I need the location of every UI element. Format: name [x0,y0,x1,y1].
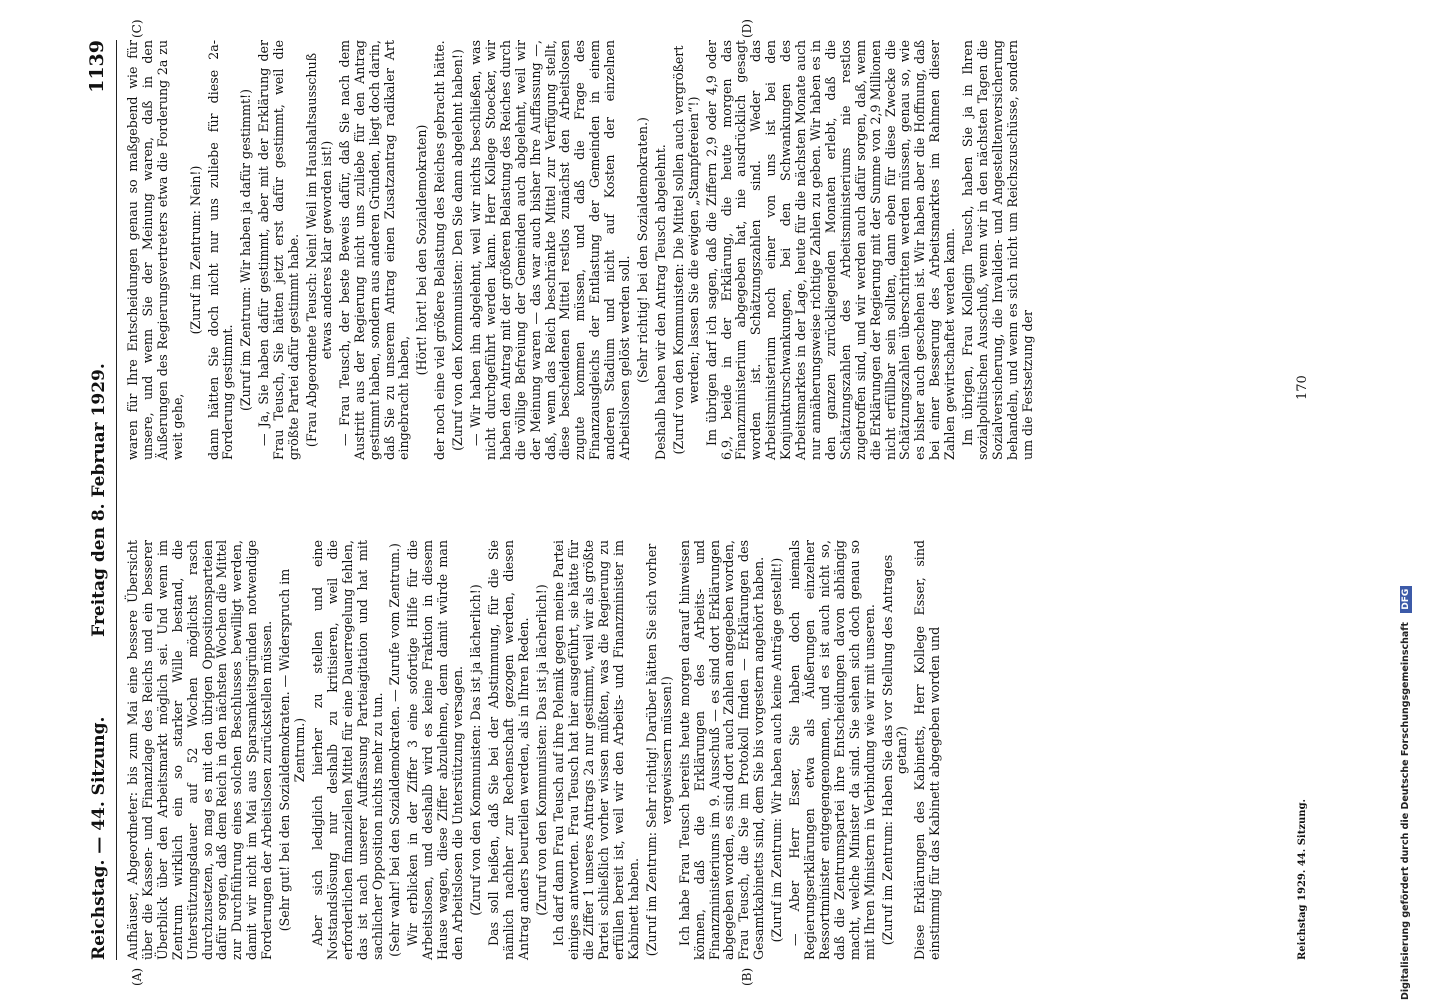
page-number: 1139 [86,40,108,93]
paragraph: Im übrigen, Frau Kollegin Teusch, haben Sie ja in Ihren sozialpolitischen Ausschuß, wenn wir in den nächsten Tagen die Sozialversicherung, die Invaliden- und Angestelltenversicherung behandeln, und wenn es sich nicht um Reichszuschüsse, sondern um die Festsetzung der [960,40,1035,460]
paragraph: Aber sich lediglich hierher zu stellen und eine Notstandslösung nur deshalb zu kritisieren, weil die erforderlichen finanziellen Mittel für eine Dauerregelung fehlen, das ist nach unserer Auffassung Parteiagitation und hat mit sachlicher Opposition nichts mehr zu tun. [309,540,385,960]
footer-session: Reichstag 1929. 44. Sitzung. [1297,798,1308,960]
paragraph: (Sehr richtig! bei den Sozialdemokraten.) [635,117,650,383]
paragraph: Ich darf dann Frau Teusch auf ihre Polemik gegen meine Partei einiges antworten. Frau Teusch hat hier ausgeführt, sie hätte für die Ziffer 1 unseres Antrags 2a nur gestimmt, weil wir als größte Partei schließlich vorher wissen müßten, was die Regierung zu erfüllen bereit ist, weil wir den Arbeits- und Finanzminister im Kabinett haben. [551,540,641,960]
paragraph: (Zuruf von den Kommunisten: Den Sie dann abgelehnt haben!) [450,49,466,451]
paragraph: — Ja, Sie haben dafür gestimmt, aber mit der Erklärung der Frau Teusch, Sie hätten jetzt erst dafür gestimmt, weil die größte Partei dafür gestimmt habe. [256,40,302,460]
left-column [126,540,946,960]
paragraph: (Zuruf im Zentrum: Sehr richtig! Darüber hätten Sie sich vorher vergewissern müssen!) [643,543,674,957]
document-page [60,0,1380,1000]
paragraph: — Aber Herr Esser, Sie haben doch niemals Regierungserklärungen etwa als Äußerungen einzelner Ressortminister entgegengenommen, und es ist auch nicht so, daß die Zentrumspartei ihre Entscheidungen davon abhängig macht, welche Minister da sind. Sie sehen sich doch genau so mit Ihren Ministern in Verbindung wie wir mit unseren. [787,540,877,960]
right-column [126,40,1039,460]
paragraph: (Hört! hört! bei den Sozialdemokraten) [414,124,430,376]
paragraph: (Zuruf im Zentrum: Haben Sie das vor Stellung des Antrages getan?) [879,554,910,946]
paragraph: (Zuruf im Zentrum: Wir haben ja dafür gestimmt!) [238,88,254,412]
margin-mark-b: (B) [740,967,754,986]
paragraph: (Zuruf von den Kommunisten: Das ist ja lächerlich!) [533,584,549,916]
paragraph: (Zuruf im Zentrum: Nein!) [187,165,203,335]
paragraph: Ich habe Frau Teusch bereits heute morgen darauf hinweisen können, daß die Erklärungen des Arbeits- und Finanzministeriums im 9. Ausschuß — es sind dort Erklärungen abgegeben worden, es sind dort auch Zahlen angegeben worden, Frau Teusch, die Sie im Protokoll finden — Erklärungen des Gesamtkabinetts sind, dem Sie bis vorgestern angehört haben. [676,540,767,960]
paragraph: Wir erblicken in der Ziffer 3 eine sofortige Hilfe für die Arbeitslosen, und deshalb wird es keine Fraktion in diesem Hause wagen, diese Ziffer abzulehnen, denn damit würde man den Arbeitslosen die Unterstützung versagen. [405,540,466,960]
paragraph: Das soll heißen, daß Sie bei der Abstimmung, für die Sie nämlich nachher zur Rechenschaft gezogen werden, diesen Antrag anders beurteilen werden, als in Ihren Reden. [485,540,531,960]
signature-number: 170 [1295,375,1310,400]
paragraph: der noch eine viel größere Belastung des Reiches gebracht hätte. [432,40,448,460]
margin-mark-d: (D) [740,19,754,38]
paragraph: Aufhäuser, Abgeordneter: bis zum Mai eine bessere Übersicht über die Kassen- und Finanzlage des Reichs und ein besserer Überblick über den Arbeitsmarkt möglich sei. Und wenn im Zentrum wirklich ein so starker Wille bestand, die Unterstützungsdauer auf 52 Wochen möglichst rasch durchzusetzen, so mag es mit den übrigen Oppositionsparteien dafür sorgen, daß dem Reich in den nächsten Wochen die Mittel zur Durchführung eines solchen Beschlusses bewilligt werden, damit wir nicht im Mai aus Sparsamkeitsgründen notwendige Forderungen der Arbeitslosen zurückstellen müssen. [125,540,275,960]
dfg-credit [1400,140,1430,1000]
dfg-logo: DFG [1400,586,1412,613]
paragraph: — Frau Teusch, der beste Beweis dafür, daß Sie nach dem Austritt aus der Regierung nicht uns zuliebe für den Antrag gestimmt haben, sondern aus anderen Gründen, liegt doch darin, daß Sie zu unserem Antrag einen Zusatzantrag radikaler Art eingebracht haben, [336,40,412,460]
paragraph: (Zuruf von den Kommunisten: Die Mittel sollen auch vergrößert werden; lassen Sie die ewigen „Stampfereien“!) [670,45,701,455]
paragraph: Deshalb haben wir den Antrag Teusch abgelehnt. [652,144,668,460]
paragraph: Diese Erklärungen des Kabinetts, Herr Kollege Esser, sind einstimmig für das Kabinett abgegeben worden und [912,540,943,960]
margin-mark-c: (C) [130,19,144,38]
paragraph: — Wir haben ihn abgelehnt, weil wir nichts beschließen, was nicht durchgeführt werden kann. Herr Kollege Stoecker, wir haben den Antrag mit der größeren Belastung des Reiches durch die völlige Befreiung der Gemeinden auch abgelehnt, weil wir der Meinung waren — das war auch bisher Ihre Auffassung —, daß, wenn das Reich beschränkte Mittel zur Verfügung stellt, diese bescheidenen Mittel restlos zunächst den Arbeitslosen zugute kommen müssen, und daß die Frage des Finanzausgleichs der Entlastung der Gemeinden in einem anderen Stadium und nicht auf Kosten der einzelnen Arbeitslosen gelöst werden soll. [468,40,633,460]
paragraph: Im übrigen darf ich sagen, daß die Ziffern 2,9 oder 4,9 oder 6,9, beide in der Erklärung, die heute morgen das Finanzministerium abgegeben hat, nie ausdrücklich gesagt worden ist. Schätzungszahlen sind. Weder das Arbeitsministerium noch einer von uns ist bei den Konjunkturschwankungen, bei den Schwankungen des Arbeitsmarktes in der Lage, heute für die nächsten Monate auch nur annäherungsweise richtige Zahlen zu geben. Wir haben es in den ganzen zurückliegenden Monaten erlebt, daß die Schätzungszahlen des Arbeitsministeriums nie restlos zugetroffen sind, und wir werden auch dafür sorgen, daß, wenn die Erklärungen der Regierung mit der Summe von 2,9 Millionen nicht erfüllbar sein sollten, dann eben für diese Zwecke die Schätzungszahlen überschritten werden müssen, genau so, wie es bisher auch geschehen ist. Wir haben aber die Hoffnung, daß bei einer Besserung des Arbeitsmarktes im Rahmen dieser Zahlen gewirtschaftet werden kann. [703,40,958,460]
page-header [86,40,117,960]
paragraph: (Sehr wahr! bei den Sozialdemokraten. — Zurufe vom Zentrum.) [387,543,403,957]
paragraph: (Sehr gut! bei den Sozialdemokraten. — Widerspruch im Zentrum.) [277,568,307,932]
paragraph: (Zuruf im Zentrum: Wir haben auch keine Anträge gestellt!) [769,557,785,943]
header-session: Reichstag. — 44. Sitzung. [89,716,109,960]
margin-mark-a: (A) [130,967,144,986]
paragraph: (Zuruf von den Kommunisten: Das ist ja lächerlich!) [467,584,483,916]
paragraph: waren für Ihre Entscheidungen genau so maßgebend wie für unsere, und wenn Sie der Meinung waren, daß in den Äußerungen des Regierungsvertreters etwa die Forderung 2a zu weit gehe, [125,40,185,460]
header-date: Freitag den 8. Februar 1929. [89,363,109,637]
paragraph: (Frau Abgeordnete Teusch: Nein! Weil im Haushaltsausschuß etwas anderes klar geworden ist!) [303,52,334,448]
paragraph: dann hätten Sie doch nicht nur uns zuliebe für diese 2a-Forderung gestimmt. [205,40,236,460]
dfg-credit-text: Digitalisierung gefördert durch die Deutsche Forschungsgemeinschaft [1400,622,1411,1000]
